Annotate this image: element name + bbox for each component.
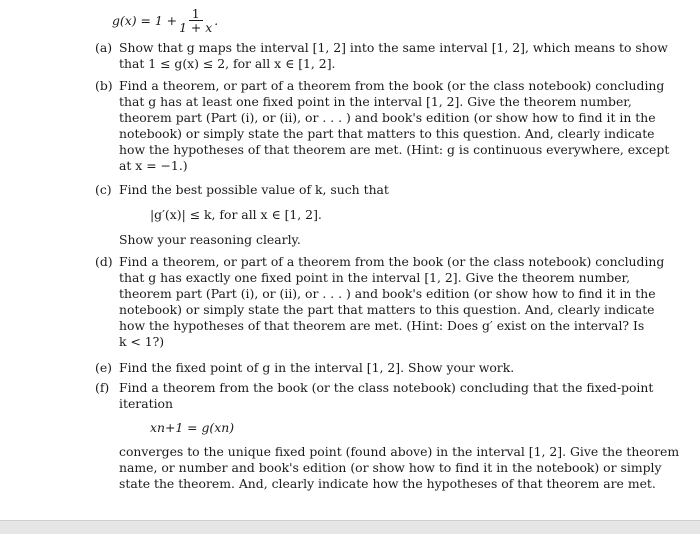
item-a	[95, 40, 668, 72]
item-line: k < 1?)	[119, 334, 165, 349]
item-label: (f)	[95, 380, 110, 395]
item-label: (e)	[95, 360, 113, 375]
display-iteration: xn+1 = g(xn)	[150, 420, 235, 435]
item-line: how the hypotheses of that theorem are met. (Hint: Does g′ exist on the interval? Is	[119, 318, 645, 333]
item-line: Show that g maps the interval [1, 2] into the same interval [1, 2], which means to show	[119, 40, 668, 55]
item-line: that g has exactly one fixed point in the interval [1, 2]. Give the theorem number,	[119, 270, 631, 285]
item-line: iteration	[119, 396, 173, 411]
fraction-numerator: 1	[189, 7, 203, 21]
item-line: that 1 ≤ g(x) ≤ 2, for all x ∈ [1, 2].	[119, 56, 336, 71]
item-b	[95, 78, 670, 174]
item-line: notebook) or simply state the part that matters to this question. And, clearly indicate	[119, 126, 655, 141]
item-line: Find the fixed point of g in the interval [1, 2]. Show your work.	[119, 360, 515, 375]
item-label: (a)	[95, 40, 113, 55]
item-line: state the theorem. And, clearly indicate how the hypotheses of that theorem are met.	[119, 476, 656, 491]
display-inequality: |g′(x)| ≤ k, for all x ∈ [1, 2].	[150, 207, 322, 222]
fraction-denominator: 1 + x	[179, 20, 213, 35]
item-line: that g has at least one fixed point in the interval [1, 2]. Give the theorem number,	[119, 94, 632, 109]
item-line: at x = −1.)	[119, 158, 188, 173]
item-c	[95, 182, 655, 198]
equation-end: .	[214, 13, 219, 28]
item-label: (b)	[95, 78, 113, 93]
item-line: notebook) or simply state the part that matters to this question. And, clearly indicate	[119, 302, 655, 317]
function-definition	[112, 6, 218, 36]
item-line: theorem part (Part (i), or (ii), or . . . ) and book's edition (or show how to find it in the	[119, 110, 656, 125]
item-line: Find the best possible value of k, such that	[119, 182, 389, 197]
item-line: theorem part (Part (i), or (ii), or . . . ) and book's edition (or show how to find it in the	[119, 286, 656, 301]
equation-fraction	[179, 7, 212, 35]
item-line: Find a theorem, or part of a theorem from the book (or the class notebook) concluding	[119, 254, 665, 269]
item-label: (c)	[95, 182, 112, 197]
item-f-continuation	[119, 444, 680, 492]
item-f	[95, 380, 655, 412]
item-line: name, or number and book's edition (or show how to find it in the notebook) or simply	[119, 460, 662, 475]
item-d	[95, 254, 665, 350]
equation-lhs: g(x) = 1 +	[112, 13, 178, 28]
item-label: (d)	[95, 254, 113, 269]
item-e	[95, 360, 655, 376]
item-line: converges to the unique fixed point (found above) in the interval [1, 2]. Give the theorem	[119, 444, 680, 459]
page-bottom-bar	[0, 520, 700, 534]
item-line: Find a theorem from the book (or the class notebook) concluding that the fixed-point	[119, 380, 654, 395]
item-line: Show your reasoning clearly.	[119, 232, 301, 247]
item-line: Find a theorem, or part of a theorem from the book (or the class notebook) concluding	[119, 78, 665, 93]
item-line: how the hypotheses of that theorem are met. (Hint: g is continuous everywhere, except	[119, 142, 670, 157]
